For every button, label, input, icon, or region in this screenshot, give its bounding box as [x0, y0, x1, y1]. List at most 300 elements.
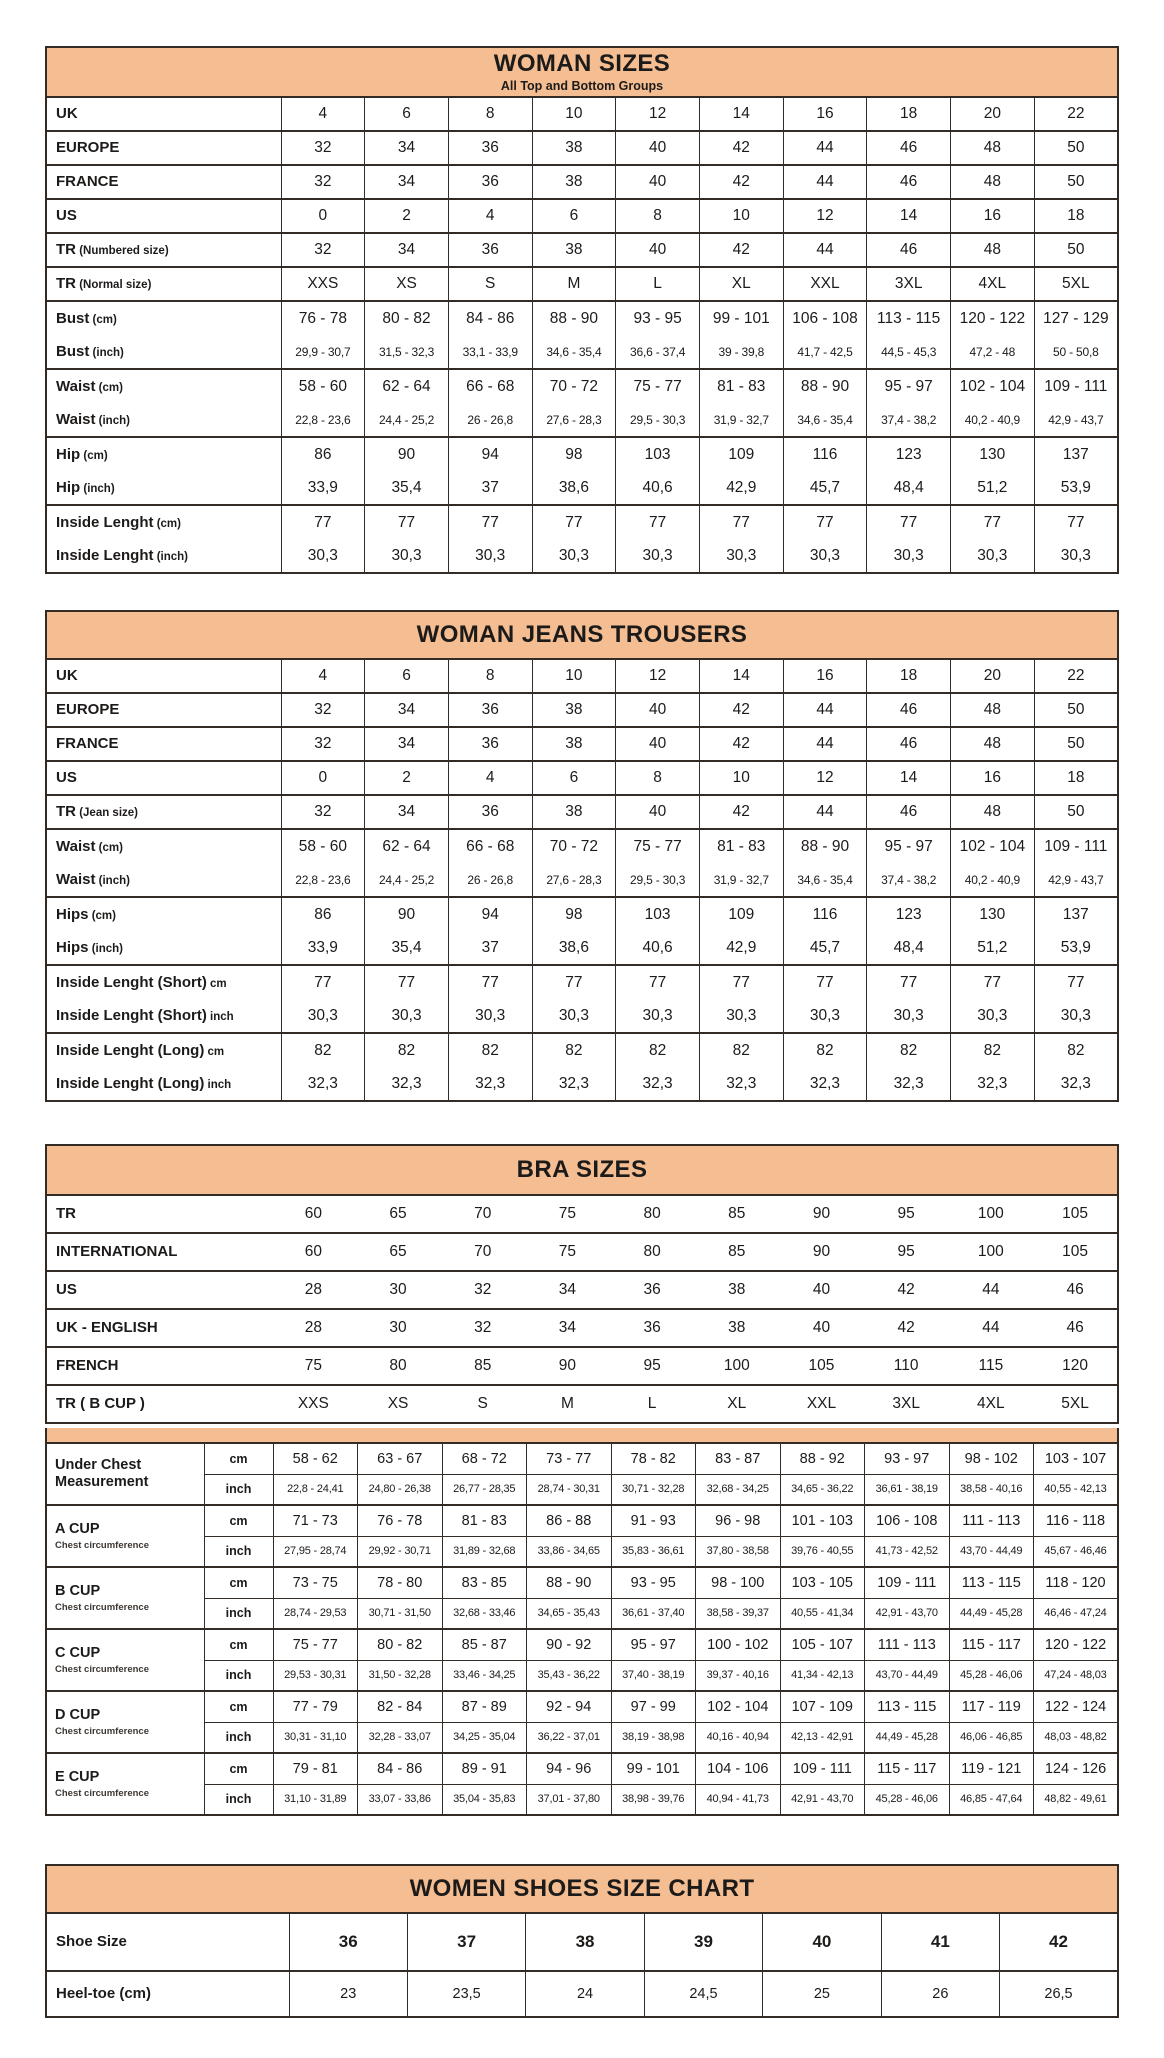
size-value: 46 [1033, 1271, 1118, 1309]
size-value: 102 - 104 [696, 1691, 781, 1722]
table-row [46, 1660, 1118, 1691]
row-label-unit: (inch) [88, 942, 124, 955]
row-label [46, 761, 281, 795]
size-value: 6 [532, 199, 616, 233]
size-value: 30,3 [616, 999, 700, 1033]
size-value: 8 [448, 97, 532, 131]
row-label-unit: cm [204, 1045, 225, 1058]
size-value: 8 [616, 761, 700, 795]
size-value: 24,5 [644, 1971, 762, 2017]
size-value: 37,80 - 38,58 [696, 1536, 781, 1567]
size-value: 137 [1034, 437, 1118, 471]
size-value: 48,82 - 49,61 [1034, 1784, 1119, 1815]
size-value: 58 - 60 [281, 369, 365, 403]
table-row [46, 539, 1118, 573]
table-row [46, 965, 1118, 999]
size-value: 23,5 [407, 1971, 525, 2017]
row-label [46, 301, 281, 335]
row-label-unit: (cm) [88, 909, 116, 922]
unit-label: cm [204, 1753, 273, 1784]
size-value: 5XL [1033, 1385, 1118, 1423]
row-label [46, 795, 281, 829]
size-value: 124 - 126 [1034, 1753, 1119, 1784]
size-value: 45,67 - 46,46 [1034, 1536, 1119, 1567]
cup-group-subtitle: Chest circumference [55, 1663, 149, 1675]
table-row [46, 165, 1118, 199]
bra-sizes-section [45, 1144, 1119, 1816]
size-value: 18 [1034, 199, 1118, 233]
size-value: 40,6 [616, 471, 700, 505]
size-value: 46,06 - 46,85 [949, 1722, 1034, 1753]
size-value: 95 - 97 [867, 829, 951, 863]
size-value: 77 [448, 965, 532, 999]
row-label [46, 931, 281, 965]
size-value: 34 [365, 795, 449, 829]
size-value: 98 [532, 437, 616, 471]
size-value: 43,70 - 44,49 [865, 1660, 950, 1691]
size-value: 33,07 - 33,86 [358, 1784, 443, 1815]
row-label [46, 999, 281, 1033]
size-value: XXS [271, 1385, 356, 1423]
size-value: 77 [867, 965, 951, 999]
table-row [46, 1784, 1118, 1815]
size-value: 77 [532, 505, 616, 539]
size-value: 102 - 104 [951, 369, 1035, 403]
size-value: 37,4 - 38,2 [867, 863, 951, 897]
size-value: 40 [616, 131, 700, 165]
row-label-unit: (Normal size) [76, 279, 152, 291]
size-value: 41,73 - 42,52 [865, 1536, 950, 1567]
woman-sizes-header-band [45, 46, 1119, 96]
size-value: 4XL [951, 267, 1035, 301]
size-value: 109 [699, 437, 783, 471]
size-value: 42,9 - 43,7 [1048, 412, 1104, 427]
size-value: 30,3 [699, 999, 783, 1033]
unit-label: cm [204, 1691, 273, 1722]
size-value: XS [365, 267, 449, 301]
size-value: 41,7 - 42,5 [783, 335, 867, 369]
size-value: 85 - 87 [442, 1629, 527, 1660]
size-value: 32,3 [532, 1067, 616, 1101]
size-value: 44,5 - 45,3 [867, 335, 951, 369]
table-row [46, 1691, 1118, 1722]
size-value: 78 - 82 [611, 1443, 696, 1474]
size-value: 90 - 92 [527, 1629, 612, 1660]
woman-sizes-section [45, 0, 1119, 574]
size-value: S [440, 1385, 525, 1423]
size-value: 88 - 90 [532, 301, 616, 335]
size-value: 20 [951, 97, 1035, 131]
row-label-text: FRANCE [56, 173, 119, 190]
size-value: L [610, 1385, 695, 1423]
size-value: 46 [867, 131, 951, 165]
size-value: M [532, 267, 616, 301]
size-value: 35,4 [365, 931, 449, 965]
size-value: 100 [949, 1233, 1034, 1271]
size-value: 75 - 77 [616, 829, 700, 863]
size-value: 34 [365, 727, 449, 761]
row-label-unit: (cm) [153, 517, 181, 530]
size-value: 44,49 - 45,28 [949, 1598, 1034, 1629]
unit-label: inch [204, 1474, 273, 1505]
size-value: 77 [1034, 505, 1118, 539]
size-value: 36 [448, 727, 532, 761]
size-value: 37,4 - 38,2 [867, 403, 951, 437]
size-value: 32 [281, 233, 365, 267]
size-value: 32 [281, 131, 365, 165]
row-label-unit: inch [206, 1010, 234, 1023]
row-label-text: Hips [56, 905, 89, 923]
size-value: 32,3 [867, 1067, 951, 1101]
size-value: 25 [763, 1971, 881, 2017]
row-label [46, 471, 281, 505]
size-value: 66 - 68 [448, 369, 532, 403]
table-row [46, 659, 1118, 693]
size-value: 34,6 - 35,4 [783, 403, 867, 437]
size-value: 77 [448, 505, 532, 539]
row-label [46, 1913, 289, 1971]
size-value: 50 [1034, 693, 1118, 727]
size-value: 38 [694, 1309, 779, 1347]
size-value: 32 [440, 1271, 525, 1309]
size-value: 98 [532, 897, 616, 931]
size-value: 40,16 - 40,94 [696, 1722, 781, 1753]
size-value: 118 - 120 [1034, 1567, 1119, 1598]
row-label [46, 97, 281, 131]
size-value: 42 [864, 1309, 949, 1347]
row-label-text: US [56, 207, 77, 224]
size-value: 44 [783, 131, 867, 165]
bra-sizes-title: BRA SIZES [516, 1156, 648, 1184]
row-label-unit: (inch) [95, 414, 130, 427]
size-value: 116 [783, 437, 867, 471]
size-value: 130 [951, 437, 1035, 471]
row-label-unit: (cm) [95, 381, 123, 394]
size-value: 93 - 97 [865, 1443, 950, 1474]
size-value: 60 [271, 1233, 356, 1271]
size-value: 40,2 - 40,9 [951, 863, 1035, 897]
size-value: 120 [1033, 1347, 1118, 1385]
size-value: 100 [694, 1347, 779, 1385]
table-row [46, 693, 1118, 727]
size-value: 37 [407, 1913, 525, 1971]
size-value: 34 [365, 131, 449, 165]
size-value: 94 [448, 897, 532, 931]
row-label-text: Hip [56, 478, 81, 496]
size-value: 85 [694, 1233, 779, 1271]
row-label-text: Heel-toe (cm) [56, 1985, 152, 2002]
row-label-text: EUROPE [56, 139, 120, 156]
size-value: 40 [616, 233, 700, 267]
row-label-text: Inside Lenght (Long) [56, 1074, 205, 1092]
bra-cups-table [45, 1442, 1119, 1816]
row-label [46, 1971, 289, 2017]
size-value: 109 - 111 [865, 1567, 950, 1598]
table-row [46, 795, 1118, 829]
row-label [46, 1067, 281, 1101]
size-value: 32 [440, 1309, 525, 1347]
size-value: 40 [616, 165, 700, 199]
size-value: 30,3 [867, 539, 951, 573]
size-value: 80 [356, 1347, 441, 1385]
size-value: 82 [951, 1033, 1035, 1067]
size-value: 92 - 94 [527, 1691, 612, 1722]
table-row [46, 1195, 1118, 1233]
size-value: 26 - 26,8 [448, 863, 532, 897]
size-value: 42,13 - 42,91 [780, 1722, 865, 1753]
row-label [46, 965, 281, 999]
table-row [46, 1753, 1118, 1784]
size-value: 4 [281, 97, 365, 131]
cup-group-name: Under Chest Measurement [55, 1457, 149, 1490]
size-value: 40 [616, 795, 700, 829]
size-value: 77 [616, 505, 700, 539]
size-value: 31,10 - 31,89 [273, 1784, 358, 1815]
size-value: 81 - 83 [699, 829, 783, 863]
size-value: 27,6 - 28,3 [532, 403, 616, 437]
cup-group-subtitle: Chest circumference [55, 1725, 149, 1737]
size-value: 30,3 [867, 999, 951, 1033]
size-value: 48,03 - 48,82 [1034, 1722, 1119, 1753]
size-value: 76 - 78 [358, 1505, 443, 1536]
size-value: 87 - 89 [442, 1691, 527, 1722]
size-value: 16 [783, 97, 867, 131]
table-row [46, 97, 1118, 131]
size-value: 37 [448, 931, 532, 965]
size-value: 38 [532, 693, 616, 727]
row-label-text: TR [56, 803, 76, 820]
shoes-header-band [45, 1864, 1119, 1912]
size-value: 33,86 - 34,65 [527, 1536, 612, 1567]
size-value: 14 [867, 199, 951, 233]
table-row [46, 335, 1118, 369]
size-value: 40,6 [616, 931, 700, 965]
size-value: 36,61 - 38,19 [865, 1474, 950, 1505]
table-row [46, 1598, 1118, 1629]
size-value: 50 [1034, 233, 1118, 267]
size-value: 73 - 75 [273, 1567, 358, 1598]
size-value: 95 - 97 [867, 369, 951, 403]
size-value: 113 - 115 [867, 301, 951, 335]
size-value: 20 [951, 659, 1035, 693]
size-value: 137 [1034, 897, 1118, 931]
size-value: 48 [951, 165, 1035, 199]
size-value: 18 [1034, 761, 1118, 795]
size-value: 37 [448, 471, 532, 505]
unit-label: cm [204, 1443, 273, 1474]
size-value: 22 [1034, 97, 1118, 131]
size-value: 113 - 115 [865, 1691, 950, 1722]
size-value: 14 [699, 97, 783, 131]
size-value: 28 [271, 1271, 356, 1309]
size-value: 32,3 [699, 1067, 783, 1101]
size-value: 44 [783, 693, 867, 727]
woman-sizes-subtitle: All Top and Bottom Groups [500, 78, 664, 93]
woman-jeans-table [45, 658, 1119, 1102]
size-value: 34 [525, 1309, 610, 1347]
size-value: 95 [610, 1347, 695, 1385]
size-value: 44,49 - 45,28 [865, 1722, 950, 1753]
size-value: 34,6 - 35,4 [532, 335, 616, 369]
row-label-text: Hips [56, 938, 89, 956]
size-value: 85 [694, 1195, 779, 1233]
size-value: 99 - 101 [699, 301, 783, 335]
size-value: 85 [440, 1347, 525, 1385]
size-value: 6 [365, 659, 449, 693]
size-value: 30,3 [365, 539, 449, 573]
size-value: 36 [448, 795, 532, 829]
size-value: 26,77 - 28,35 [442, 1474, 527, 1505]
size-value: 95 - 97 [611, 1629, 696, 1660]
size-value: 40 [779, 1309, 864, 1347]
size-value: 109 [699, 897, 783, 931]
size-value: 80 - 82 [358, 1629, 443, 1660]
unit-label: inch [204, 1536, 273, 1567]
size-value: 99 - 101 [611, 1753, 696, 1784]
size-value: 36 [289, 1913, 407, 1971]
size-value: 33,46 - 34,25 [442, 1660, 527, 1691]
size-value: 24,4 - 25,2 [365, 403, 449, 437]
size-value: 40,2 - 40,9 [951, 403, 1035, 437]
size-value: 8 [448, 659, 532, 693]
size-value: 50 - 50,8 [1053, 344, 1099, 359]
size-value: 12 [616, 97, 700, 131]
size-value: 97 - 99 [611, 1691, 696, 1722]
size-value: 42,91 - 43,70 [865, 1598, 950, 1629]
shoes-title: WOMEN SHOES SIZE CHART [409, 1875, 755, 1903]
size-value: 62 - 64 [365, 829, 449, 863]
size-value: 16 [951, 199, 1035, 233]
size-value: 115 - 117 [865, 1753, 950, 1784]
size-value: 46 [867, 795, 951, 829]
row-label [46, 437, 281, 471]
size-value: 33,9 [281, 931, 365, 965]
size-value: 32,3 [1060, 1074, 1091, 1092]
row-label-unit: (Jean size) [76, 807, 138, 819]
size-value: 42,9 [699, 471, 783, 505]
size-value: 12 [616, 659, 700, 693]
size-value: 30 [356, 1309, 441, 1347]
size-value: 32,3 [616, 1067, 700, 1101]
size-value: 28,74 - 29,53 [273, 1598, 358, 1629]
size-value: 42 [1000, 1913, 1118, 1971]
size-value: 111 - 113 [865, 1629, 950, 1660]
size-value: 65 [356, 1195, 441, 1233]
row-label [46, 693, 281, 727]
row-label [46, 539, 281, 573]
woman-jeans-title: WOMAN JEANS TROUSERS [416, 621, 748, 649]
size-value: 16 [783, 659, 867, 693]
size-value: 40 [763, 1913, 881, 1971]
size-value: 103 [616, 437, 700, 471]
size-value: 75 - 77 [273, 1629, 358, 1660]
unit-label: inch [204, 1722, 273, 1753]
size-value: 18 [867, 659, 951, 693]
table-row [46, 863, 1118, 897]
size-value: 4XL [949, 1385, 1034, 1423]
size-value: 30,3 [699, 539, 783, 573]
size-value: 71 - 73 [273, 1505, 358, 1536]
size-value: 39,37 - 40,16 [696, 1660, 781, 1691]
size-value: 4 [281, 659, 365, 693]
cup-group-name: D CUP [55, 1707, 101, 1724]
size-value: 82 [281, 1033, 365, 1067]
woman-jeans-header-band [45, 610, 1119, 658]
bra-sizes-header-band [45, 1144, 1119, 1194]
table-row [46, 999, 1118, 1033]
size-value: 106 - 108 [865, 1505, 950, 1536]
table-row [46, 1722, 1118, 1753]
table-row [46, 1347, 1118, 1385]
row-label [46, 1309, 271, 1347]
table-row [46, 437, 1118, 471]
size-value: 115 - 117 [949, 1629, 1034, 1660]
size-value: 31,50 - 32,28 [358, 1660, 443, 1691]
size-value: 42 [699, 131, 783, 165]
size-value: 45,7 [783, 471, 867, 505]
unit-label: inch [204, 1660, 273, 1691]
row-label-text: Inside Lenght (Long) [56, 1041, 205, 1059]
size-value: 93 - 95 [616, 301, 700, 335]
table-row [46, 1536, 1118, 1567]
size-value: 81 - 83 [699, 369, 783, 403]
size-value: 36,22 - 37,01 [527, 1722, 612, 1753]
size-value: 34,65 - 35,43 [527, 1598, 612, 1629]
table-row [46, 1505, 1118, 1536]
row-label [46, 863, 281, 897]
size-value: 26,5 [1000, 1971, 1118, 2017]
size-value: 42,9 [699, 931, 783, 965]
table-row [46, 199, 1118, 233]
size-value: 100 [949, 1195, 1034, 1233]
size-value: 77 [365, 965, 449, 999]
size-value: 50 [1034, 795, 1118, 829]
size-value: 29,53 - 30,31 [273, 1660, 358, 1691]
cup-group-subtitle: Chest circumference [55, 1787, 149, 1799]
row-label-unit: inch [204, 1078, 232, 1091]
size-value: 98 - 102 [949, 1443, 1034, 1474]
size-value: 32 [281, 795, 365, 829]
cup-group-name: C CUP [55, 1645, 101, 1662]
size-value: 3XL [864, 1385, 949, 1423]
size-value: 29,92 - 30,71 [358, 1536, 443, 1567]
row-label [46, 897, 281, 931]
table-row [46, 1385, 1118, 1423]
size-value: 77 [699, 965, 783, 999]
size-value: 109 - 111 [1034, 369, 1118, 403]
size-value: 10 [532, 659, 616, 693]
size-value: 94 [448, 437, 532, 471]
size-value: XXS [281, 267, 365, 301]
size-value: 10 [532, 97, 616, 131]
row-label-text: Inside Lenght [56, 513, 154, 531]
size-value: 62 - 64 [365, 369, 449, 403]
size-value: 29,5 - 30,3 [616, 863, 700, 897]
size-value: 30,3 [1060, 1006, 1091, 1024]
size-value: 39,76 - 40,55 [780, 1536, 865, 1567]
row-label [46, 165, 281, 199]
row-label-unit: (Numbered size) [76, 245, 169, 257]
size-value: 88 - 90 [783, 369, 867, 403]
size-value: 65 [356, 1233, 441, 1271]
table-row [46, 1271, 1118, 1309]
size-value: 120 - 122 [951, 301, 1035, 335]
size-value: 111 - 113 [949, 1505, 1034, 1536]
size-value: 36,61 - 37,40 [611, 1598, 696, 1629]
size-value: XL [694, 1385, 779, 1423]
row-label [46, 403, 281, 437]
size-value: 50 [1034, 165, 1118, 199]
